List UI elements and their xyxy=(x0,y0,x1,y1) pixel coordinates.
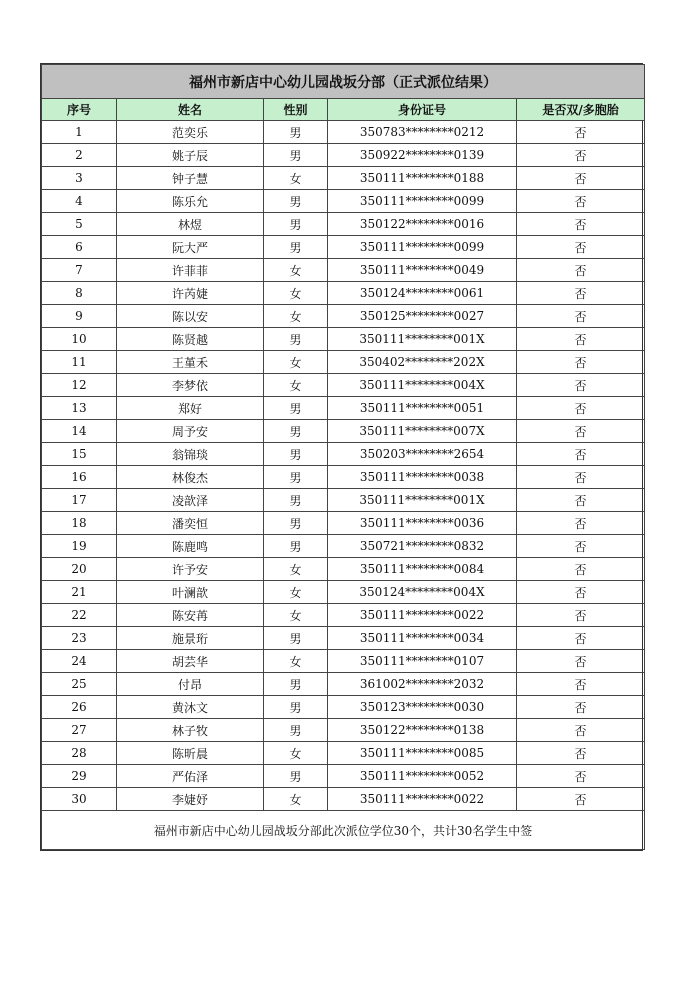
cell-name: 胡芸华 xyxy=(117,650,264,673)
cell-name: 潘奕恒 xyxy=(117,512,264,535)
cell-twins: 否 xyxy=(517,374,645,397)
cell-id-number: 350111********0022 xyxy=(328,788,517,811)
cell-index: 11 xyxy=(42,351,117,374)
cell-name: 陈贤越 xyxy=(117,328,264,351)
cell-twins: 否 xyxy=(517,489,645,512)
cell-gender: 男 xyxy=(264,397,328,420)
cell-gender: 女 xyxy=(264,788,328,811)
cell-gender: 男 xyxy=(264,489,328,512)
cell-gender: 男 xyxy=(264,627,328,650)
cell-index: 30 xyxy=(42,788,117,811)
cell-id-number: 350122********0138 xyxy=(328,719,517,742)
cell-name: 黄沐文 xyxy=(117,696,264,719)
cell-gender: 男 xyxy=(264,328,328,351)
cell-name: 陈昕晨 xyxy=(117,742,264,765)
cell-id-number: 350111********0036 xyxy=(328,512,517,535)
cell-name: 凌歆泽 xyxy=(117,489,264,512)
cell-gender: 女 xyxy=(264,581,328,604)
cell-gender: 女 xyxy=(264,604,328,627)
cell-name: 林子牧 xyxy=(117,719,264,742)
table-row xyxy=(42,742,645,765)
cell-name: 陈鹿鸣 xyxy=(117,535,264,558)
cell-id-number: 350111********0049 xyxy=(328,259,517,282)
cell-index: 27 xyxy=(42,719,117,742)
cell-name: 阮大严 xyxy=(117,236,264,259)
table-row xyxy=(42,696,645,719)
cell-twins: 否 xyxy=(517,765,645,788)
table-row xyxy=(42,788,645,811)
cell-name: 陈安苒 xyxy=(117,604,264,627)
cell-twins: 否 xyxy=(517,213,645,236)
table-row xyxy=(42,259,645,282)
cell-twins: 否 xyxy=(517,558,645,581)
cell-index: 24 xyxy=(42,650,117,673)
cell-twins: 否 xyxy=(517,673,645,696)
cell-name: 姚子辰 xyxy=(117,144,264,167)
cell-id-number: 350111********004X xyxy=(328,374,517,397)
cell-name: 许予安 xyxy=(117,558,264,581)
cell-id-number: 350124********004X xyxy=(328,581,517,604)
table-row xyxy=(42,512,645,535)
cell-twins: 否 xyxy=(517,466,645,489)
cell-name: 翁锦琰 xyxy=(117,443,264,466)
cell-id-number: 350203********2654 xyxy=(328,443,517,466)
cell-id-number: 350111********001X xyxy=(328,328,517,351)
header-gender: 性别 xyxy=(264,99,328,121)
cell-index: 17 xyxy=(42,489,117,512)
cell-index: 10 xyxy=(42,328,117,351)
header-id-number: 身份证号 xyxy=(328,99,517,121)
table-row xyxy=(42,604,645,627)
table-row xyxy=(42,236,645,259)
table-row xyxy=(42,351,645,374)
table-row xyxy=(42,765,645,788)
cell-id-number: 350783********0212 xyxy=(328,121,517,144)
cell-id-number: 350111********007X xyxy=(328,420,517,443)
cell-gender: 女 xyxy=(264,351,328,374)
cell-gender: 男 xyxy=(264,121,328,144)
table-row xyxy=(42,121,645,144)
header-twins: 是否双/多胞胎 xyxy=(517,99,645,121)
table-row xyxy=(42,144,645,167)
cell-twins: 否 xyxy=(517,443,645,466)
cell-name: 施景珩 xyxy=(117,627,264,650)
cell-id-number: 350111********0038 xyxy=(328,466,517,489)
cell-gender: 男 xyxy=(264,144,328,167)
table-row xyxy=(42,443,645,466)
table-row xyxy=(42,374,645,397)
header-index: 序号 xyxy=(42,99,117,121)
cell-twins: 否 xyxy=(517,696,645,719)
cell-name: 李梦依 xyxy=(117,374,264,397)
result-sheet xyxy=(40,63,643,851)
table-body xyxy=(42,121,645,811)
cell-name: 周予安 xyxy=(117,420,264,443)
table-row xyxy=(42,673,645,696)
cell-id-number: 350111********0188 xyxy=(328,167,517,190)
cell-twins: 否 xyxy=(517,282,645,305)
cell-gender: 女 xyxy=(264,650,328,673)
cell-twins: 否 xyxy=(517,351,645,374)
cell-gender: 男 xyxy=(264,213,328,236)
cell-gender: 男 xyxy=(264,765,328,788)
cell-id-number: 350111********001X xyxy=(328,489,517,512)
cell-gender: 男 xyxy=(264,420,328,443)
table-row xyxy=(42,167,645,190)
cell-index: 6 xyxy=(42,236,117,259)
cell-twins: 否 xyxy=(517,190,645,213)
cell-id-number: 350111********0107 xyxy=(328,650,517,673)
cell-twins: 否 xyxy=(517,604,645,627)
cell-gender: 女 xyxy=(264,742,328,765)
title-row xyxy=(42,65,645,99)
cell-gender: 男 xyxy=(264,535,328,558)
cell-gender: 女 xyxy=(264,259,328,282)
cell-index: 13 xyxy=(42,397,117,420)
cell-gender: 女 xyxy=(264,305,328,328)
cell-gender: 男 xyxy=(264,512,328,535)
cell-index: 12 xyxy=(42,374,117,397)
table-row xyxy=(42,213,645,236)
cell-twins: 否 xyxy=(517,236,645,259)
cell-index: 9 xyxy=(42,305,117,328)
cell-twins: 否 xyxy=(517,535,645,558)
footer-note: 福州市新店中心幼儿园战坂分部此次派位学位30个，共计30名学生中签 xyxy=(42,811,645,850)
sheet-title: 福州市新店中心幼儿园战坂分部（正式派位结果） xyxy=(42,65,645,99)
table-row xyxy=(42,535,645,558)
cell-index: 8 xyxy=(42,282,117,305)
cell-id-number: 350123********0030 xyxy=(328,696,517,719)
cell-id-number: 350111********0084 xyxy=(328,558,517,581)
cell-id-number: 361002********2032 xyxy=(328,673,517,696)
cell-name: 林煜 xyxy=(117,213,264,236)
cell-index: 1 xyxy=(42,121,117,144)
cell-index: 16 xyxy=(42,466,117,489)
cell-index: 18 xyxy=(42,512,117,535)
cell-gender: 男 xyxy=(264,443,328,466)
cell-index: 7 xyxy=(42,259,117,282)
cell-name: 李婕妤 xyxy=(117,788,264,811)
cell-index: 21 xyxy=(42,581,117,604)
cell-twins: 否 xyxy=(517,420,645,443)
table-row xyxy=(42,489,645,512)
table-row xyxy=(42,190,645,213)
table-row xyxy=(42,305,645,328)
table-row xyxy=(42,328,645,351)
table-row xyxy=(42,558,645,581)
cell-twins: 否 xyxy=(517,512,645,535)
cell-twins: 否 xyxy=(517,650,645,673)
cell-twins: 否 xyxy=(517,788,645,811)
cell-gender: 男 xyxy=(264,236,328,259)
table-row xyxy=(42,627,645,650)
header-row xyxy=(42,99,645,121)
cell-index: 26 xyxy=(42,696,117,719)
cell-gender: 女 xyxy=(264,558,328,581)
cell-index: 2 xyxy=(42,144,117,167)
cell-index: 23 xyxy=(42,627,117,650)
cell-twins: 否 xyxy=(517,581,645,604)
cell-id-number: 350125********0027 xyxy=(328,305,517,328)
cell-name: 范奕乐 xyxy=(117,121,264,144)
cell-twins: 否 xyxy=(517,305,645,328)
cell-name: 郑好 xyxy=(117,397,264,420)
cell-twins: 否 xyxy=(517,259,645,282)
table-row xyxy=(42,650,645,673)
cell-gender: 男 xyxy=(264,719,328,742)
cell-id-number: 350111********0099 xyxy=(328,190,517,213)
cell-index: 22 xyxy=(42,604,117,627)
cell-index: 29 xyxy=(42,765,117,788)
cell-id-number: 350111********0052 xyxy=(328,765,517,788)
cell-index: 3 xyxy=(42,167,117,190)
cell-twins: 否 xyxy=(517,121,645,144)
cell-gender: 女 xyxy=(264,167,328,190)
cell-gender: 男 xyxy=(264,190,328,213)
cell-id-number: 350122********0016 xyxy=(328,213,517,236)
table-row xyxy=(42,397,645,420)
cell-name: 严佑泽 xyxy=(117,765,264,788)
cell-id-number: 350111********0099 xyxy=(328,236,517,259)
cell-gender: 女 xyxy=(264,374,328,397)
cell-id-number: 350922********0139 xyxy=(328,144,517,167)
cell-id-number: 350111********0051 xyxy=(328,397,517,420)
cell-id-number: 350402********202X xyxy=(328,351,517,374)
cell-twins: 否 xyxy=(517,719,645,742)
table-row xyxy=(42,719,645,742)
cell-index: 14 xyxy=(42,420,117,443)
cell-gender: 男 xyxy=(264,466,328,489)
cell-name: 付昂 xyxy=(117,673,264,696)
cell-gender: 女 xyxy=(264,282,328,305)
cell-name: 钟子慧 xyxy=(117,167,264,190)
cell-index: 15 xyxy=(42,443,117,466)
table-row xyxy=(42,282,645,305)
cell-index: 4 xyxy=(42,190,117,213)
cell-id-number: 350111********0022 xyxy=(328,604,517,627)
cell-name: 许芮婕 xyxy=(117,282,264,305)
cell-name: 林俊杰 xyxy=(117,466,264,489)
cell-index: 25 xyxy=(42,673,117,696)
cell-name: 王堇禾 xyxy=(117,351,264,374)
cell-gender: 男 xyxy=(264,696,328,719)
cell-index: 5 xyxy=(42,213,117,236)
cell-twins: 否 xyxy=(517,144,645,167)
cell-twins: 否 xyxy=(517,742,645,765)
cell-id-number: 350721********0832 xyxy=(328,535,517,558)
cell-twins: 否 xyxy=(517,627,645,650)
table-row xyxy=(42,466,645,489)
footer-row xyxy=(42,811,645,850)
cell-name: 陈以安 xyxy=(117,305,264,328)
cell-index: 19 xyxy=(42,535,117,558)
cell-name: 许菲菲 xyxy=(117,259,264,282)
header-name: 姓名 xyxy=(117,99,264,121)
cell-name: 陈乐允 xyxy=(117,190,264,213)
cell-gender: 男 xyxy=(264,673,328,696)
cell-id-number: 350111********0085 xyxy=(328,742,517,765)
cell-twins: 否 xyxy=(517,397,645,420)
table-row xyxy=(42,581,645,604)
cell-index: 28 xyxy=(42,742,117,765)
cell-id-number: 350111********0034 xyxy=(328,627,517,650)
cell-twins: 否 xyxy=(517,167,645,190)
table-row xyxy=(42,420,645,443)
cell-twins: 否 xyxy=(517,328,645,351)
result-table xyxy=(41,64,645,850)
cell-index: 20 xyxy=(42,558,117,581)
cell-name: 叶澜歆 xyxy=(117,581,264,604)
cell-id-number: 350124********0061 xyxy=(328,282,517,305)
